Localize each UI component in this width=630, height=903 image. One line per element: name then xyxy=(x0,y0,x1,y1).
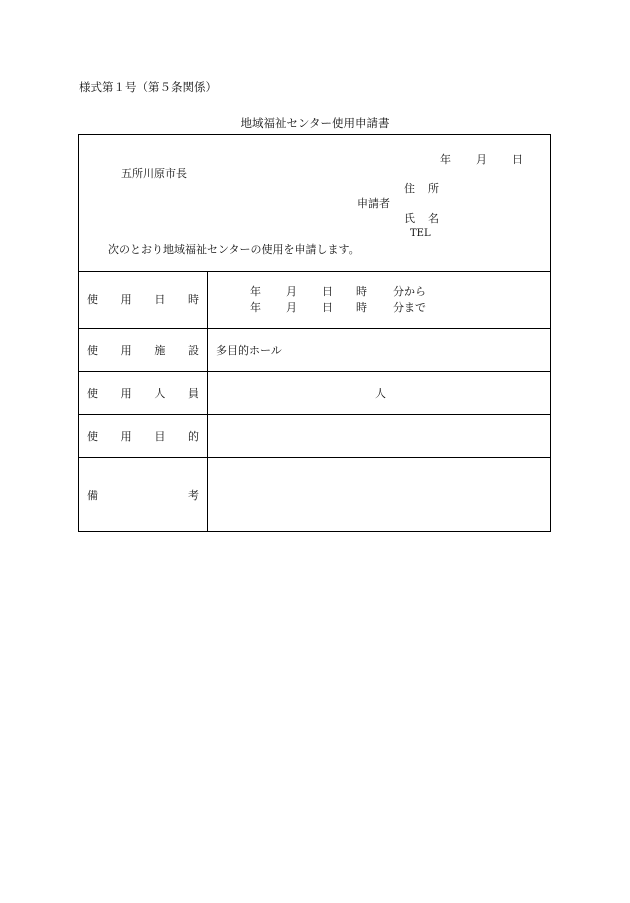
facility-label: 使 用 施 設 xyxy=(87,344,199,357)
from-month-label: 月 xyxy=(286,285,297,298)
to-year-label: 年 xyxy=(250,301,261,314)
table-top-border xyxy=(79,271,550,272)
to-month-label: 月 xyxy=(286,301,297,314)
row-divider xyxy=(79,457,550,458)
to-day-label: 日 xyxy=(322,301,333,314)
usage-datetime-label: 使 用 日 時 xyxy=(87,293,199,306)
name-label: 氏 名 xyxy=(404,212,439,225)
date-day-label: 日 xyxy=(512,153,523,166)
from-minute-label: 分から xyxy=(393,285,426,298)
addressee: 五所川原市長 xyxy=(121,167,187,180)
from-year-label: 年 xyxy=(250,285,261,298)
row-divider xyxy=(79,414,550,415)
facility-value[interactable]: 多目的ホール xyxy=(216,344,282,357)
application-form xyxy=(78,134,551,532)
address-label: 住 所 xyxy=(404,182,439,195)
remarks-label: 備 考 xyxy=(87,489,199,502)
date-year-label: 年 xyxy=(440,153,451,166)
form-number: 様式第１号（第５条関係） xyxy=(79,80,217,94)
row-divider xyxy=(79,328,550,329)
attendees-label: 使 用 人 員 xyxy=(87,387,199,400)
purpose-label: 使 用 目 的 xyxy=(87,430,199,443)
to-hour-label: 時 xyxy=(356,301,367,314)
applicant-label: 申請者 xyxy=(357,197,390,210)
tel-label: TEL xyxy=(410,228,431,239)
attendees-unit: 人 xyxy=(375,387,386,400)
application-statement: 次のとおり地域福祉センターの使用を申請します。 xyxy=(108,243,360,256)
to-minute-label: 分まで xyxy=(393,301,426,314)
from-hour-label: 時 xyxy=(356,285,367,298)
from-day-label: 日 xyxy=(322,285,333,298)
date-month-label: 月 xyxy=(476,153,487,166)
form-title: 地域福祉センター使用申請書 xyxy=(240,116,390,130)
